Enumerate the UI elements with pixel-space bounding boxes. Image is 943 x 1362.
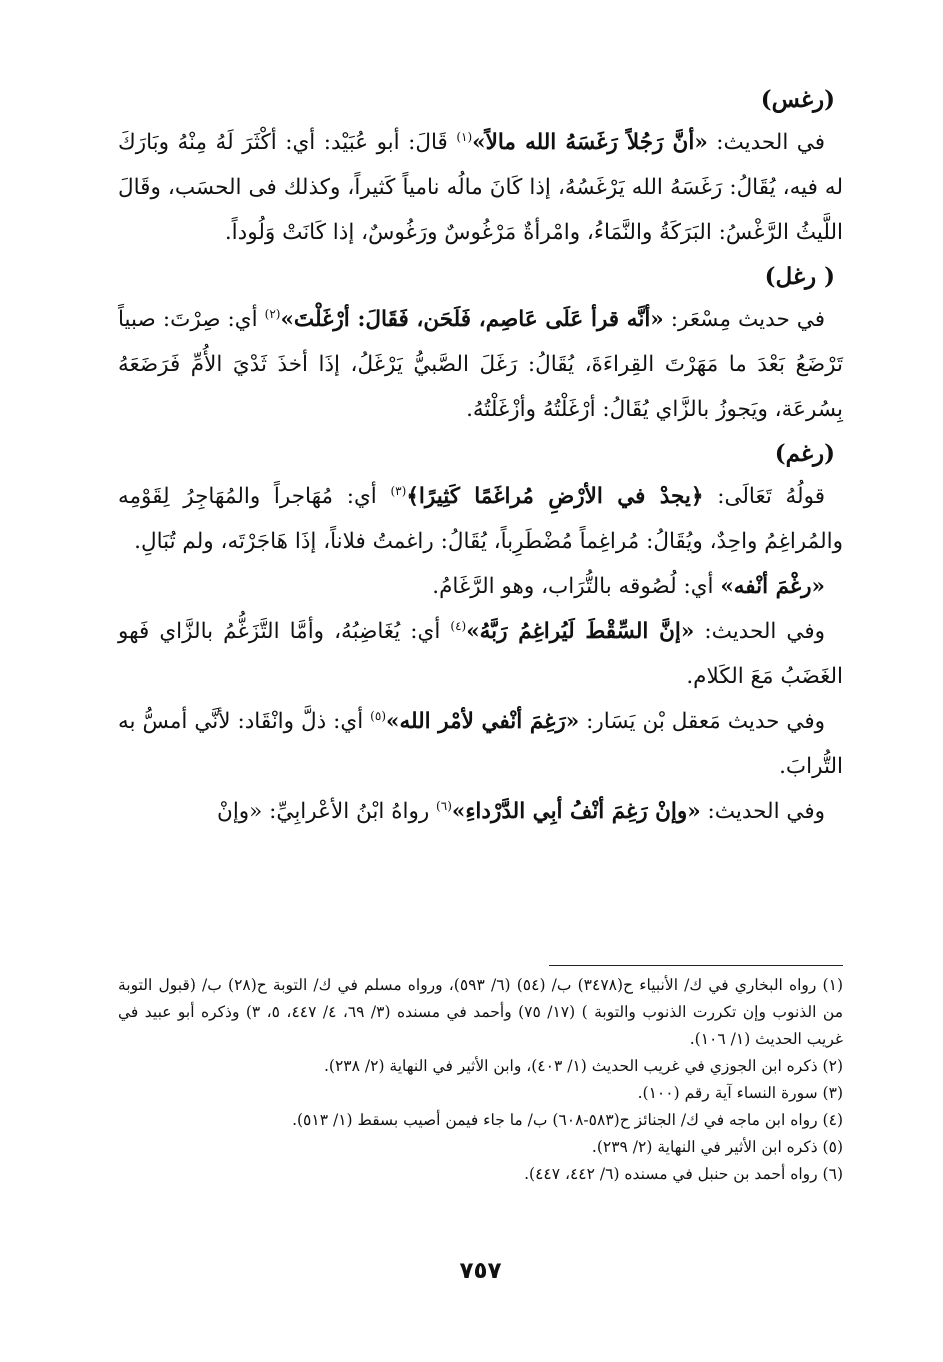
footnote: (٥) ذكره ابن الأثير في النهاية (٢/ ٢٣٩). [591,1138,843,1156]
paragraph-intro: في حديث مِسْعَر: [663,307,825,332]
entry-paragraph [118,297,843,432]
paragraph-body: رواهُ ابْنُ الأعْرابِيِّ: «وإنْ [217,799,437,824]
entry-raghal [118,257,843,432]
entry-raghas [118,80,843,255]
paragraph-body: أي: يُغَاضِبُهُ، وأمَّا التَّزَغُّمُ بالزَّاي فَهو الغَضَبُ مَعَ الكَلام. [118,619,843,689]
hadith-quote: «وإنْ رَغِمَ أنْفُ أبِي الدَّرْداءِ» [451,799,701,824]
paragraph-body: قَالَ: أبو عُبَيْد: أي: أكْثَرَ لَهُ مِنْهُ وبَارَكَ له فيه، يُقَالُ: رَغَسَهُ الله يَرْغَسُهُ، إذا كَانَ مالُه نامياً كَثيراً، وكذلك فى الحسَب، وقَالَ اللَّيثُ الرَّغْسُ: البَرَكَةُ والنَّمَاءُ، وامْرأةٌ مَرْغُوسٌ ورَغُوسٌ، إذا كَانَتْ وَلُوداً. [118,130,843,245]
footnote-ref[interactable]: (٣) [390,483,407,498]
hadith-quote: «أنَّه قرأ عَلَى عَاصِم، فَلَحَن، فَقَالَ: أرْغَلْتَ» [280,307,664,332]
entry-paragraph [118,789,843,834]
footnote: (٤) رواه ابن ماجه في ك/ الجنائز ح(٥٨٣-٦٠٨) ب/ ما جاء فيمن أصيب بسقط (١/ ٥١٣). [292,1111,843,1129]
entry-heading: ( رغل) [764,263,835,290]
paragraph-intro: وفي حديث مَعقل بْن يَسَار: [579,709,825,734]
paragraph-body: أي: لُصُوقه بالتُّرَاب، وهو الرَّغَامُ. [432,574,721,599]
footnote-ref[interactable]: (٦) [436,798,452,813]
entry-paragraph [118,564,843,609]
page-number: ٧٥٧ [459,1258,502,1284]
footnote-ref[interactable]: (٢) [264,306,281,321]
paragraph-body: أي: ذلَّ وانْقَاد: لأنَّي أمسُّ به التُّرابَ. [118,709,843,779]
hadith-quote: «أنَّ رَجُلاً رَغَسَهُ الله مالاً» [472,130,708,155]
footnote-ref[interactable]: (١) [456,129,473,144]
entry-heading: (رغم) [774,440,835,467]
paragraph-intro: وفي الحديث: [700,799,825,824]
footnote: (٢) ذكره ابن الجوزي في غريب الحديث (١/ ٤٠٣)، وابن الأثير في النهاية (٢/ ٢٣٨). [323,1057,843,1075]
entry-paragraph [118,474,843,564]
paragraph-body: أي: مُهَاجراً والمُهَاجِرُ لِقَوْمِه والمُراغِمُ واحِدٌ، ويُقَالُ: مُراغِماً مُضْطَرِباً، يُقَالُ: راغمتُ فلاناً، إذَا هَاجَرْتَه، ولم تُبَالِ. [118,484,843,554]
entry-heading: (رغس) [760,86,835,113]
footnotes [118,972,843,1188]
hadith-quote: «إنَّ السِّقْطَ لَيُراغِمُ رَبَّهُ» [466,619,695,644]
paragraph-intro: قولُهُ تَعَالَى: [703,484,825,509]
phrase-quote: «رغْمَ أنْفه» [720,574,825,599]
entry-paragraph [118,120,843,255]
footnote: (١) رواه البخاري في ك/ الأنبياء ح(٣٤٧٨) ب/ (٥٤) (٦/ ٥٩٣)، ورواه مسلم في ك/ التوبة ح(٢٨) ب/ (قبول التوبة من الذنوب وإن تكررت الذنوب والتوبة ) (١٧/ ٧٥) وأحمد في مسنده (٣/ ٦٩، ٤/ ٤٤٧، ٥، ٣) وذكره أبو عبيد في غريب الحديث (١/ ١٠٦). [118,976,843,1048]
footnote: (٦) رواه أحمد بن حنبل في مسنده (٦/ ٤٤٢، ٤٤٧). [524,1165,843,1183]
footnote-ref[interactable]: (٥) [370,708,386,723]
quran-quote: ﴿يجدْ في الأرْضِ مُراغَمًا كَثِيرًا﴾ [406,484,704,509]
book-page [118,78,843,1322]
paragraph-body: أي: صِرْتَ: صبياً تَرْضَعُ بَعْدَ ما مَهَرْتَ القِراءَةَ، يُقَالُ: رَغَلَ الصَّبيُّ يَرْغَلُ، إذَا أخذَ ثَدْيَ الأُمِّ فَرَضَعَهُ بِسُرعَة، ويَجوزُ بالزَّاي يُقَالُ: أرْغَلْتُهُ وأزْغَلْتُهُ. [118,307,843,422]
entry-paragraph [118,609,843,699]
footnote: (٣) سورة النساء آية رقم (١٠٠). [637,1084,843,1102]
footnote-divider [549,965,843,966]
hadith-quote: «رَغِمَ أنْفي لأمْر الله» [386,709,580,734]
paragraph-intro: في الحديث: [707,130,825,155]
paragraph-intro: وفي الحديث: [694,619,825,644]
entry-paragraph [118,699,843,789]
footnote-ref[interactable]: (٤) [450,618,467,633]
entry-raghm [118,434,843,834]
